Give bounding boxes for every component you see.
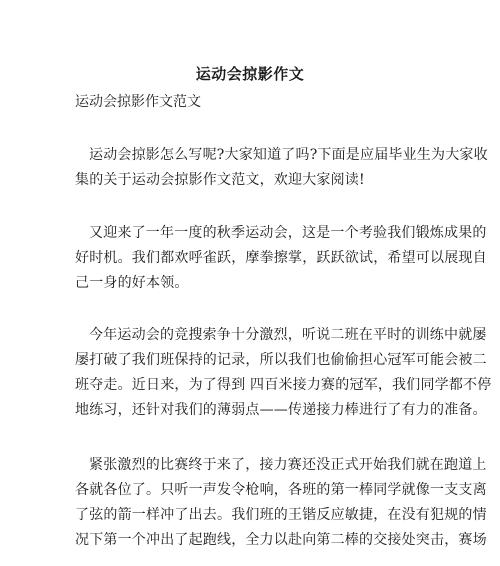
paragraph-line: 运动会掠影怎么写呢?大家知道了吗?下面是应届毕业生为大家收 [89, 147, 488, 163]
paragraph-sports-meet-arrives [75, 221, 487, 296]
paragraph-line: 今年运动会的竞搜索争十分激烈，听说二班在平时的训练中就屡 [89, 327, 487, 343]
paragraph-line: 况下第一个冲出了起跑线，全力以赴向第二棒的交接处突击，赛场 [75, 532, 487, 548]
paragraph-race [75, 453, 487, 553]
paragraph-competition [75, 323, 492, 423]
paragraph-line: 地练习，还针对我们的薄弱点——传递接力棒进行了有力的准备。 [75, 402, 487, 418]
paragraph-line: 又迎来了一年一度的秋季运动会，这是一个考验我们锻炼成果的 [89, 225, 487, 241]
paragraph-intro [75, 143, 488, 193]
paragraph-line: 各就各位了。只听一声发令枪响，各班的第一棒同学就像一支支离 [75, 482, 487, 498]
paragraph-line: 屡打破了我们班保持的记录，所以我们也偷偷担心冠军可能会被二 [75, 352, 487, 368]
paragraph-line: 己一身的好本领。 [75, 275, 189, 291]
document-subtitle: 运动会掠影作文范文 [75, 94, 201, 110]
document-title: 运动会掠影作文 [195, 65, 305, 83]
paragraph-line: 了弦的箭一样冲了出去。我们班的王锴反应敏捷，在没有犯规的情 [75, 507, 487, 523]
paragraph-line: 好时机。我们都欢呼雀跃，摩拳擦掌，跃跃欲试，希望可以展现自 [75, 250, 487, 266]
paragraph-line: 集的关于运动会掠影作文范文，欢迎大家阅读! [75, 172, 365, 188]
paragraph-line: 班夺走。近日来，为了得到 四百米接力赛的冠军，我们同学都不停 [75, 377, 492, 393]
paragraph-line: 紧张激烈的比赛终于来了，接力赛还没正式开始我们就在跑道上 [89, 457, 487, 473]
